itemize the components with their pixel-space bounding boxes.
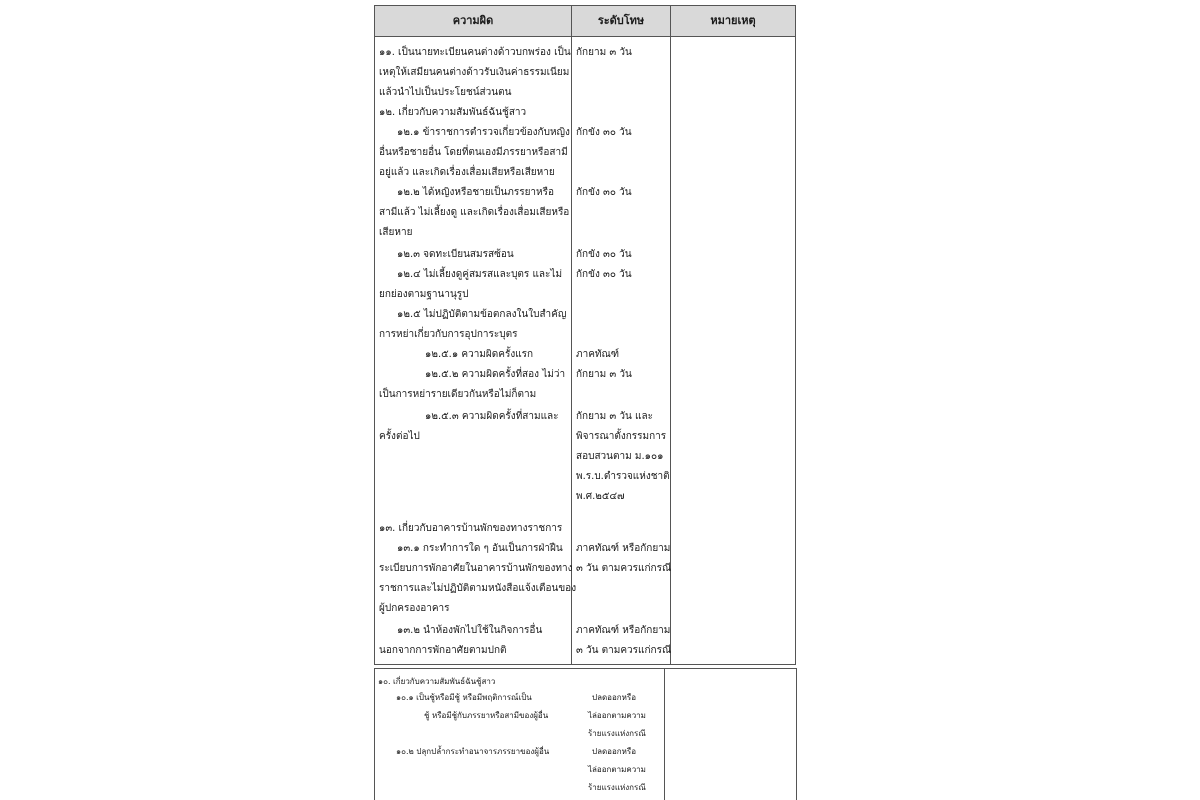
- penalty-text: ไล่ออกตามความ: [588, 765, 646, 774]
- penalty-text: ภาคทัณฑ์: [576, 349, 620, 360]
- penalty-text: ร้ายแรงแห่งกรณี: [588, 783, 646, 792]
- column-divider: [664, 669, 665, 800]
- offense-text: ๑๒.๑ ข้าราชการตำรวจเกี่ยวข้องกับหญิง: [397, 127, 570, 138]
- offense-text: ๑๑. เป็นนายทะเบียนคนต่างด้าวบกพร่อง เป็น: [379, 47, 571, 58]
- offense-text: ๑๐.๑ เป็นชู้หรือมีชู้ หรือมีพฤติการณ์เป็น: [396, 693, 532, 702]
- offense-text: ๑๒.๕ ไม่ปฏิบัติตามข้อตกลงในใบสำคัญ: [397, 309, 567, 320]
- offense-text: ๑๓.๒ นำห้องพักไปใช้ในกิจการอื่น: [397, 625, 543, 636]
- offense-text: เป็นการหย่ารายเดียวกันหรือไม่ก็ตาม: [379, 389, 537, 400]
- column-divider: [374, 669, 375, 800]
- offense-text: นอกจากการพักอาศัยตามปกติ: [379, 645, 507, 656]
- offense-text: ๑๐.๒ ปลุกปล้ำกระทำอนาจารภรรยาของผู้อื่น: [396, 747, 550, 756]
- offense-section-heading: ๑๒. เกี่ยวกับความสัมพันธ์ฉันชู้สาว: [379, 107, 527, 118]
- offense-text: แล้วนำไปเป็นประโยชน์ส่วนตน: [379, 87, 512, 98]
- penalty-text: กักยาม ๓ วัน และ: [576, 411, 653, 422]
- offense-text: เหตุให้เสมียนคนต่างด้าวรับเงินค่าธรรมเนียม: [379, 67, 570, 78]
- penalty-text: กักยาม ๓ วัน: [576, 47, 632, 58]
- offense-text: เสียหาย: [379, 227, 413, 238]
- offense-section-heading: ๑๐. เกี่ยวกับความสัมพันธ์ฉันชู้สาว: [378, 677, 496, 686]
- penalty-text: ปลดออกหรือ: [592, 747, 637, 756]
- offense-text: อื่นหรือชายอื่น โดยที่ตนเองมีภรรยาหรือสามี: [379, 147, 568, 158]
- offense-text: ราชการและไม่ปฏิบัติตามหนังสือแจ้งเตือนของ: [379, 583, 577, 594]
- penalty-text: พ.ศ.๒๕๔๗: [576, 491, 625, 502]
- offense-text: ๑๒.๔ ไม่เลี้ยงดูคู่สมรสและบุตร และไม่: [397, 269, 563, 280]
- offense-text: ครั้งต่อไป: [379, 431, 420, 442]
- offense-text: ๑๓.๑ กระทำการใด ๆ อันเป็นการฝ่าฝืน: [397, 543, 563, 554]
- header-remark: หมายเหตุ: [710, 14, 756, 27]
- penalty-text: ปลดออกหรือ: [592, 693, 637, 702]
- penalty-text: กักขัง ๓๐ วัน: [576, 127, 632, 138]
- offense-penalty-fragment: [374, 668, 797, 800]
- offense-text: ๑๒.๓ จดทะเบียนสมรสซ้อน: [397, 249, 514, 260]
- penalty-text: ร้ายแรงแห่งกรณี: [588, 729, 646, 738]
- penalty-text: สอบสวนตาม ม.๑๐๑: [576, 451, 664, 462]
- header-offense: ความผิด: [452, 14, 494, 27]
- penalty-text: ๓ วัน ตามควรแก่กรณี: [576, 563, 672, 574]
- offense-text: อยู่แล้ว และเกิดเรื่องเสื่อมเสียหรือเสียหาย: [379, 167, 555, 178]
- offense-text: ๑๒.๕.๒ ความผิดครั้งที่สอง ไม่ว่า: [425, 369, 566, 380]
- header-penalty: ระดับโทษ: [597, 14, 645, 27]
- column-divider: [796, 669, 797, 800]
- offense-text: ชู้ หรือมีชู้กับภรรยาหรือสามีของผู้อื่น: [424, 711, 549, 720]
- penalty-text: ๓ วัน ตามควรแก่กรณี: [576, 645, 672, 656]
- penalty-text: ภาคทัณฑ์ หรือกักยาม: [576, 543, 671, 554]
- offense-text: ระเบียบการพักอาศัยในอาคารบ้านพักของทาง: [379, 563, 573, 574]
- penalty-text: กักขัง ๓๐ วัน: [576, 187, 632, 198]
- offense-text: สามีแล้ว ไม่เลี้ยงดู และเกิดเรื่องเสื่อมเสียหรือ: [379, 207, 570, 218]
- penalty-text: กักขัง ๓๐ วัน: [576, 249, 632, 260]
- offense-text: การหย่าเกี่ยวกับการอุปการะบุตร: [379, 329, 518, 340]
- offense-text: ๑๒.๕.๑ ความผิดครั้งแรก: [425, 349, 534, 360]
- table-header: [375, 6, 795, 37]
- offense-text: ยกย่องตามฐานานุรูป: [379, 289, 469, 300]
- penalty-text: พ.ร.บ.ตำรวจแห่งชาติ: [576, 471, 670, 482]
- offense-text: ๑๒.๒ ได้หญิงหรือชายเป็นภรรยาหรือ: [397, 187, 555, 198]
- penalty-text: ไล่ออกตามความ: [588, 711, 646, 720]
- offense-text: ๑๒.๕.๓ ความผิดครั้งที่สามและ: [425, 411, 559, 422]
- offense-penalty-table: [374, 5, 796, 665]
- penalty-text: กักยาม ๓ วัน: [576, 369, 632, 380]
- penalty-text: พิจารณาตั้งกรรมการ: [576, 431, 667, 442]
- offense-section-heading: ๑๓. เกี่ยวกับอาคารบ้านพักของทางราชการ: [379, 523, 563, 534]
- penalty-text: กักขัง ๓๐ วัน: [576, 269, 632, 280]
- offense-text: ผู้ปกครองอาคาร: [379, 603, 450, 614]
- penalty-text: ภาคทัณฑ์ หรือกักยาม: [576, 625, 671, 636]
